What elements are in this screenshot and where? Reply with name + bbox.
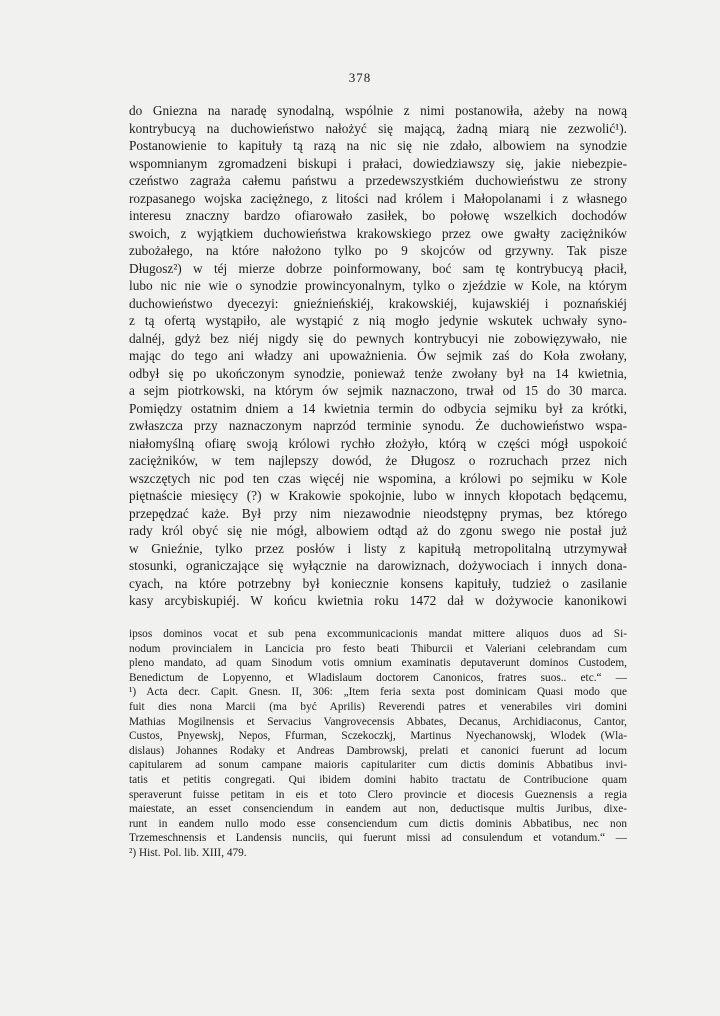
footnote-line: Custos, Pnyewskj, Nepos, Ffurman, Sczekoczkj, Martinus Nyechanowskj, Wlodek (Wla-	[129, 730, 627, 743]
text-line: kasy arcybiskupiéj. W końcu kwietnia roku 1472 dał w dożywocie kanonikowi	[129, 593, 627, 608]
text-line: duchowieństwo dyecezyi: gnieźnieńskiéj, krakowskiéj, kujawskiéj i poznańskiéj	[129, 295, 627, 311]
text-line: cyach, na które potrzebny był koniecznie konsens kapituły, tudzież o zasilanie	[129, 575, 627, 591]
text-line: Postanowienie to kapituły tą razą na nic się nie zdało, albowiem na synodzie	[129, 138, 627, 153]
footnote-line: fuit dies nona Marcii (ma być Aprilis) Reverendi patres et venerabiles viri domini	[129, 700, 627, 713]
footnote-line: Benedictum de Lopyenno, et Wladislaum doctorem Canonicos, fratres suos.. etc.“ —	[129, 671, 627, 684]
text-line: zwłaszcza przy naznaczonym naprzód terminie synodu. Że duchowieństwo wspa-	[129, 418, 627, 433]
text-line: przepędzać każe. Był przy nim niezawodnie nieodstępny prymas, bez którego	[129, 505, 627, 521]
footnote-line: runt in eandem nullo modo esse consenciendum cum dictis dominis Abbatibus, nec non	[129, 817, 627, 830]
text-line: w Gnieźnie, tylko przez posłów i listy z kapitułą metropolitalną utrzymywał	[129, 540, 627, 556]
text-line: z tą ofertą wystąpiło, ale wystąpić z nią mogło jedynie wskutek uchwały syno-	[129, 313, 627, 328]
text-line: rozpasanego wojska zaciężnego, z litości nad królem i Małopolanami i z własnego	[129, 190, 627, 206]
text-line: wspomnianym zgromadzeni biskupi i prałaci, dowiedziawszy się, jakie niebezpie-	[129, 155, 627, 171]
text-line: wszczętych nic pod ten czas więcéj nie wspomina, a królowi po sejmiku w Kole	[129, 470, 627, 486]
footnote-line: ¹) Acta decr. Capit. Gnesn. II, 306: „Item feria sexta post dominicam Quasi modo que	[129, 686, 627, 699]
text-line: kontrybucyą na duchowieństwo nałożyć się mającą, żadną miarą nie zezwolić¹).	[129, 120, 627, 136]
text-line: zaciężników, w tem najlepszy dowód, że Długosz o rozruchach przez nich	[129, 453, 627, 468]
footnote-line: speraverunt fuisse petitam in eis et toto Clero provincie et diocesis Gueznensis a regia	[129, 788, 627, 801]
text-line: mając do tego ani władzy ani upoważnienia. Ów sejmik zaś do Koła zwołany,	[129, 348, 627, 363]
footnote-line: Mathias Mogilnensis et Servacius Vangrovecensis Abbates, Decanus, Archidiaconus, Cantor,	[129, 715, 627, 728]
footnote-line: ²) Hist. Pol. lib. XIII, 479.	[129, 846, 247, 859]
text-line: Pomiędzy ostatnim dniem a 14 kwietnia termin do odbycia sejmiku był za krótki,	[129, 400, 627, 416]
text-line: stosunki, ograniczające się wyłącznie na darowiznach, dożywociach i innych dona-	[129, 558, 627, 573]
text-line: swoich, z wyjątkiem duchowieństwa krakowskiego przez owe gwałty zaciężników	[129, 225, 627, 241]
text-line: a sejm piotrkowski, na którym ów sejmik naznaczono, trwał od 15 do 30 marca.	[129, 383, 627, 398]
text-line: rady król obyć się nie mógł, albowiem odtąd aż do zgonu swego nie postał już	[129, 523, 627, 538]
footnote-line: capitularem ad sonum campane maioris capitulariter cum dictis dominis Abbatibus invi-	[129, 759, 627, 772]
footnote-line: ipsos dominos vocat et sub pena excommunicacionis mandat mittere aliquos duos ad Si-	[129, 628, 627, 640]
footnote-line: nodum provincialem in Lancicia pro festo beati Thiburcii et Valeriani celebrandam cum	[129, 642, 627, 655]
text-line: interesu znaczny bardzo ofiarowało zasiłek, bo połowę wszelkich dochodów	[129, 208, 627, 223]
footnote-line: Trzemeschnensis et Landensis nunciis, qui fuerunt missi ad consulendum et votandum.“ —	[129, 832, 627, 845]
footnote-line: tatis et petitis congregati. Qui ibidem domini habito tractatu de Contribucione quam	[129, 773, 627, 786]
text-line: niałomyślną ofiarę swoją królowi rychło złożyło, którą w części mógł uspokoić	[129, 435, 627, 451]
footnote-line: pleno mandato, ad quam Sinodum votis omnium examinatis deputaverunt dominos Custodem,	[129, 657, 627, 670]
text-line: piętnaście miesięcy (?) w Krakowie spokojnie, lubo w innych kłopotach będącemu,	[129, 488, 627, 503]
main-text	[129, 102, 627, 610]
text-line: dalnéj, gdyż bez niéj nigdy się do pewnych kontrybucyi nie zobowięzywało, nie	[129, 330, 627, 346]
footnotes	[129, 627, 627, 861]
text-line: Długosz²) w téj mierze dobrze poinformowany, boć sam tę kontrybucyą płacił,	[129, 260, 627, 276]
text-line: czeństwo zagraża całemu państwu a przedewszystkiém duchowieństwu ze strony	[129, 173, 627, 188]
footnote-line: dislaus) Johannes Rodaky et Andreas Dambrowskj, prelati et canonici fuerunt ad locum	[129, 744, 627, 757]
footnote-line: maiestate, an esset consenciendum in eandem aut non, deductisque multis Juribus, dixe-	[129, 803, 627, 816]
text-line: do Gniezna na naradę synodalną, wspólnie z nimi postanowiła, ażeby na nową	[129, 103, 627, 118]
text-line: odbył się po ukończonym synodzie, ponieważ tenże zwołany był na 14 kwietnia,	[129, 365, 627, 381]
text-line: lubo nic nie wie o synodzie prowincyonalnym, tylko o zjeździe w Kole, na którym	[129, 278, 627, 293]
page-number: 378	[348, 70, 372, 85]
text-line: zubożałego, na które nałożono tylko po 9 skojców od grzywny. Tak pisze	[129, 243, 627, 258]
